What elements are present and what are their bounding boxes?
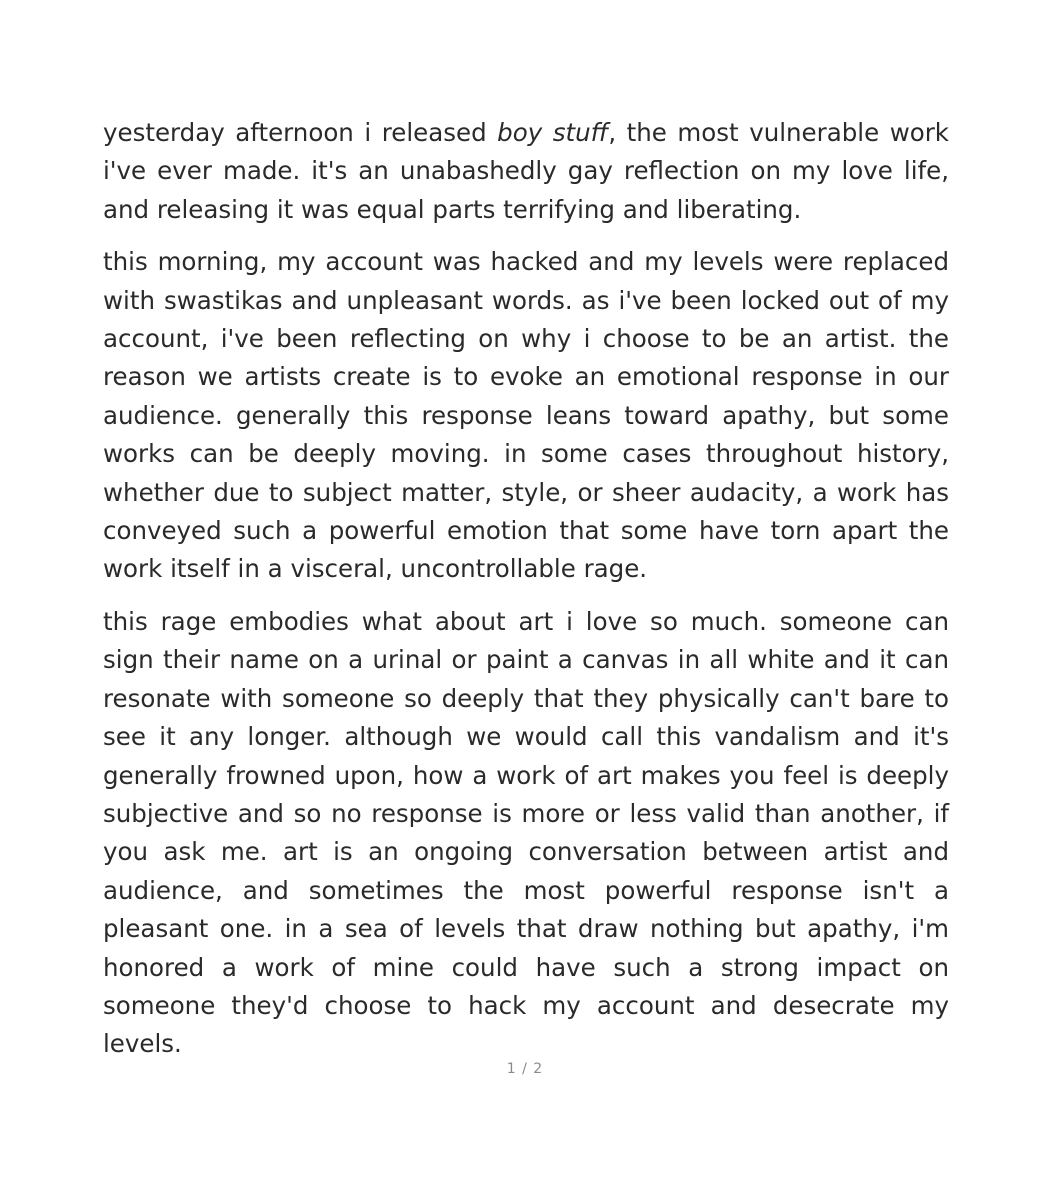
paragraph-rage: this rage embodies what about art i love so much. someone can sign their name on a urinal or paint a canvas in all white and it can resonate with someone so deeply that they physically can't bare to see it any longer. although we would call this vandalism and it's generally frowned upon, how a work of art makes you feel is deeply subjective and so no response is more or less valid than another, if you ask me. art is an ongoing conversation between artist and audience, and sometimes the most powerful response isn't a pleasant one. in a sea of levels that draw nothing but apathy, i'm honored a work of mine could have such a strong impact on someone they'd choose to hack my account and desecrate my levels. bbox=[103, 606, 949, 1059]
body-text bbox=[103, 114, 949, 1078]
page-number: 1 / 2 bbox=[506, 1061, 544, 1077]
work-title: boy stuff bbox=[497, 118, 609, 147]
paragraph-release-rest: , the most vulnerable work i've ever made. it's an unabashedly gay reflection on my love life, and releasing it was equal parts terrifying and liberating. bbox=[103, 118, 949, 224]
paragraph-release bbox=[103, 114, 949, 229]
paragraph-hack: this morning, my account was hacked and my levels were replaced with swastikas and unpleasant words. as i've been locked out of my account, i've been reflecting on why i choose to be an artist. the reason we artists create is to evoke an emotional response in our audience. generally this response leans toward apathy, but some works can be deeply moving. in some cases throughout history, whether due to subject matter, style, or sheer audacity, a work has conveyed such a powerful emotion that some have torn apart the work itself in a visceral, uncontrollable rage. bbox=[103, 247, 949, 584]
paragraph-release-intro: yesterday afternoon i released bbox=[103, 118, 498, 147]
